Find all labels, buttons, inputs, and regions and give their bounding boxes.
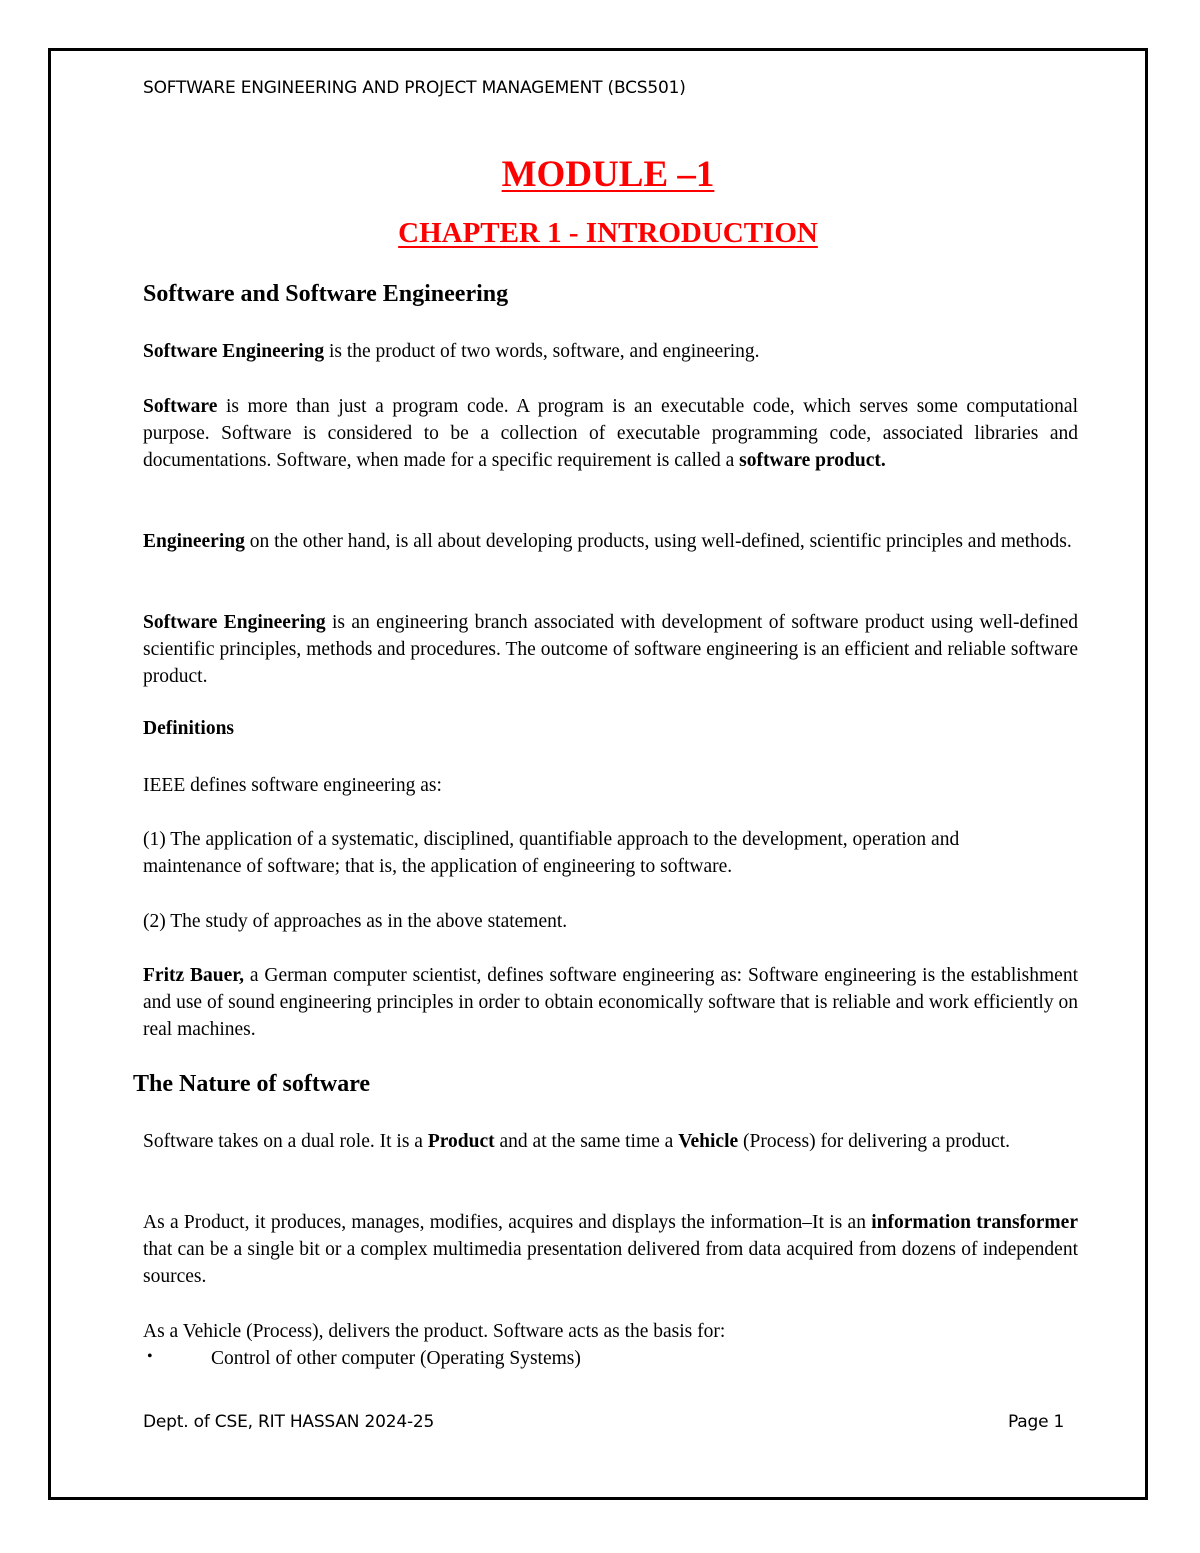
paragraph-text: a German computer scientist, defines software engineering as: Software engineering is the establishment and use of sound engineering principles in order to obtain economically software that is reliable and work efficiently on real machines. (143, 965, 1078, 1040)
paragraph-text: that can be a single bit or a complex multimedia presentation delivered from data acquired from dozens of independent sources. (143, 1239, 1078, 1287)
footer-dept: Dept. of CSE, RIT HASSAN 2024-25 (143, 1412, 435, 1432)
paragraph-term: Product (427, 1131, 495, 1152)
paragraph-term: Vehicle (678, 1131, 739, 1152)
definitions-heading: Definitions (143, 718, 235, 739)
paragraph-text: As a Product, it produces, manages, modifies, acquires and displays the information–It is an (143, 1212, 872, 1233)
paragraph-text: is more than just a program code. A program is an executable code, which serves some computational purpose. Software is considered to be a collection of executable programming code, associated libraries and documentations. Software, when made for a specific requirement is called a (143, 396, 1078, 471)
paragraph (143, 338, 1078, 365)
paragraph-text: (Process) for delivering a product. (738, 1131, 1010, 1152)
paragraph-text: on the other hand, is all about developing products, using well-defined, scientific principles and methods. (244, 531, 1072, 552)
bullet-list (143, 1345, 1078, 1372)
bullet-icon: • (147, 1348, 153, 1365)
definition-item: (1) The application of a systematic, disciplined, quantifiable approach to the development, operation and maintenance of software; that is, the application of engineering to software. (143, 829, 960, 877)
paragraph-text: and at the same time a (494, 1131, 679, 1152)
paragraph-term: Software Engineering (143, 612, 326, 633)
paragraph (143, 393, 1078, 474)
paragraph (143, 1209, 1078, 1290)
paragraph (143, 528, 1078, 555)
paragraph-text: Software takes on a dual role. It is a (143, 1131, 428, 1152)
module-title: MODULE –1 (501, 154, 715, 195)
list-item (143, 1345, 1078, 1372)
section-heading: The Nature of software (133, 1071, 371, 1097)
paragraph-term: Engineering (143, 531, 245, 552)
running-header: SOFTWARE ENGINEERING AND PROJECT MANAGEMENT (BCS501) (143, 78, 686, 98)
list-item-text: Control of other computer (Operating Systems) (211, 1348, 581, 1369)
paragraph-term: information transformer (871, 1212, 1078, 1233)
section-heading: Software and Software Engineering (143, 281, 509, 307)
page-number: Page 1 (1008, 1412, 1065, 1432)
paragraph-term: software product. (739, 450, 886, 471)
paragraph-term: Software (143, 396, 218, 417)
paragraph-term: Software Engineering (143, 341, 325, 362)
paragraph (143, 609, 1078, 690)
paragraph-text: is the product of two words, software, and engineering. (324, 341, 760, 362)
chapter-title: CHAPTER 1 - INTRODUCTION (398, 217, 818, 249)
paragraph: As a Vehicle (Process), delivers the product. Software acts as the basis for: (143, 1321, 726, 1342)
paragraph (143, 962, 1078, 1043)
paragraph: IEEE defines software engineering as: (143, 775, 442, 796)
paragraph-text: is an engineering branch associated with development of software product using well-defined scientific principles, methods and procedures. The outcome of software engineering is an efficient and reliable software product. (143, 612, 1078, 687)
paragraph-term: Fritz Bauer, (143, 965, 245, 986)
paragraph (143, 1128, 1063, 1155)
definition-item: (2) The study of approaches as in the above statement. (143, 911, 568, 932)
